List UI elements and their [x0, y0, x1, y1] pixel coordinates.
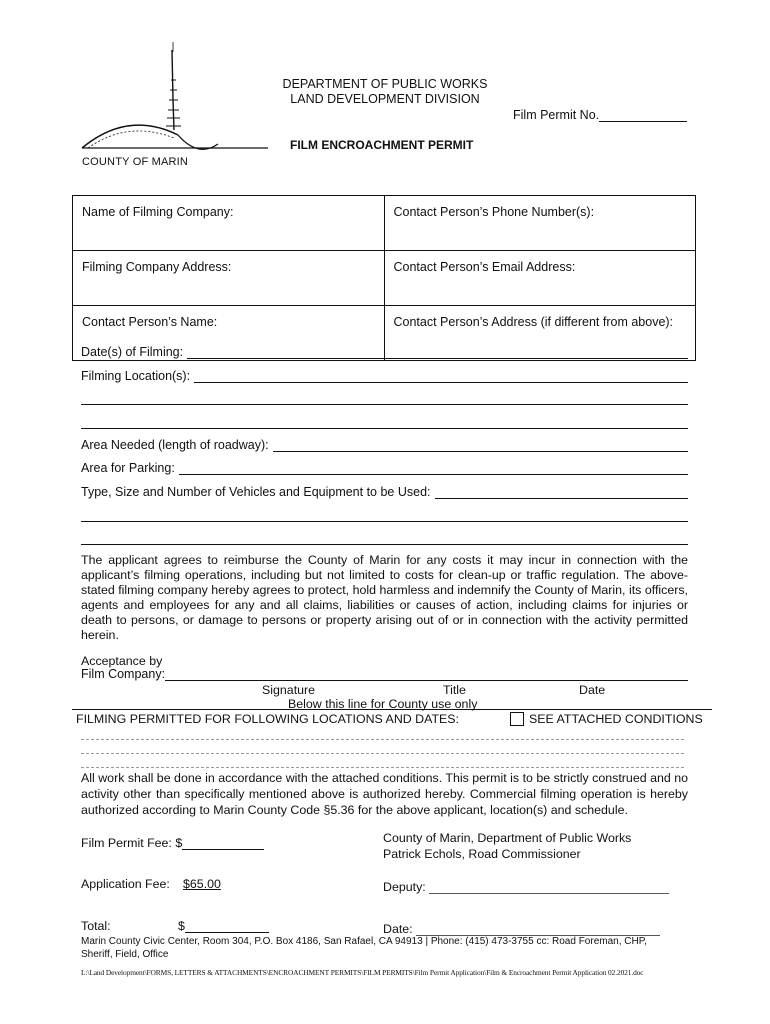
see-attached-checkbox[interactable]: [510, 712, 524, 726]
total-field[interactable]: [185, 921, 269, 933]
area-parking-row: [81, 461, 688, 475]
title-caption: Title: [443, 683, 466, 697]
department-name: DEPARTMENT OF PUBLIC WORKS: [282, 77, 488, 91]
permitted-locations-line-1[interactable]: [81, 738, 684, 740]
dates-of-filming-row: [81, 345, 688, 359]
applicant-info-table: [72, 195, 696, 361]
film-permit-no-label: Film Permit No.: [513, 108, 600, 122]
filming-locations-row: [81, 369, 688, 383]
county-date-label: Date:: [383, 922, 417, 936]
total-row: [178, 919, 269, 933]
total-dollar-sign: $: [178, 919, 185, 933]
film-company-signature-field[interactable]: [165, 668, 688, 681]
vehicles-line-2[interactable]: [81, 520, 688, 522]
contact-name-cell[interactable]: Contact Person’s Name:: [73, 306, 385, 361]
deputy-row: [383, 880, 669, 894]
film-company-label: Film Company:: [81, 667, 166, 681]
permitted-locations-line-3[interactable]: [81, 766, 684, 768]
contact-email-cell[interactable]: Contact Person’s Email Address:: [384, 251, 696, 306]
vehicles-line-3[interactable]: [81, 543, 688, 545]
footer-file-path: L:\Land Development\FORMS, LETTERS & ATTACHMENTS\ENCROACHMENT PERMITS\FILM PERMITS\Film Permit Application\Film & Encroachment Permit Application 02.2021.doc: [81, 968, 644, 977]
application-fee-label: Application Fee:: [81, 877, 170, 891]
county-use-only-caption: Below this line for County use only: [288, 697, 478, 711]
county-department-line: County of Marin, Department of Public Works: [383, 831, 632, 845]
filming-locations-label: Filming Location(s):: [81, 369, 191, 383]
logo-text: COUNTY OF MARIN: [82, 156, 189, 168]
dates-of-filming-field[interactable]: [187, 346, 688, 359]
division-name: LAND DEVELOPMENT DIVISION: [290, 92, 480, 106]
filming-locations-line-3[interactable]: [81, 427, 688, 429]
area-parking-field[interactable]: [179, 462, 688, 475]
film-permit-fee-label: Film Permit Fee: $: [81, 836, 183, 850]
filming-locations-field[interactable]: [194, 370, 688, 383]
county-of-marin-logo: [78, 40, 278, 175]
vehicles-row: [81, 485, 688, 499]
dates-of-filming-label: Date(s) of Filming:: [81, 345, 184, 359]
vehicles-label: Type, Size and Number of Vehicles and Equipment to be Used:: [81, 485, 431, 499]
county-use-divider: [72, 709, 712, 710]
filming-company-address-cell[interactable]: Filming Company Address:: [73, 251, 385, 306]
film-permit-no: [513, 108, 687, 122]
deputy-label: Deputy:: [383, 880, 430, 894]
area-needed-field[interactable]: [273, 439, 688, 452]
area-needed-label: Area Needed (length of roadway):: [81, 438, 269, 452]
permitted-locations-line-2[interactable]: [81, 752, 684, 754]
area-needed-row: [81, 438, 688, 452]
see-attached-label: SEE ATTACHED CONDITIONS: [529, 712, 703, 726]
county-date-row: [383, 922, 660, 936]
application-fee-value: $65.00: [183, 877, 221, 891]
total-label: Total:: [81, 919, 111, 933]
film-permit-fee-row: [81, 836, 264, 850]
conditions-paragraph: All work shall be done in accordance with the attached conditions. This permit is to be strictly construed and no activity other than specifically mentioned above is authorized hereby. Commercial filming operation is hereby authorized according to Marin County Code §5.36 for the above applicant, location(s) and schedule.: [81, 771, 688, 817]
film-permit-no-field[interactable]: [599, 110, 687, 122]
county-date-field[interactable]: [416, 924, 660, 936]
deputy-field[interactable]: [429, 882, 669, 894]
film-company-signature-row: [81, 667, 688, 681]
filming-locations-line-2[interactable]: [81, 403, 688, 405]
filming-permitted-heading: FILMING PERMITTED FOR FOLLOWING LOCATIONS AND DATES:: [76, 712, 459, 726]
contact-address-cell[interactable]: Contact Person’s Address (if different from above):: [384, 306, 696, 361]
area-parking-label: Area for Parking:: [81, 461, 175, 475]
form-title: FILM ENCROACHMENT PERMIT: [290, 138, 474, 152]
date-caption: Date: [579, 683, 606, 697]
acceptance-by-label: Acceptance by: [81, 654, 163, 668]
road-commissioner-line: Patrick Echols, Road Commissioner: [383, 847, 581, 861]
filming-company-name-cell[interactable]: Name of Filming Company:: [73, 196, 385, 251]
signature-caption: Signature: [262, 683, 316, 697]
film-permit-fee-field[interactable]: [182, 838, 264, 850]
vehicles-field[interactable]: [435, 486, 688, 499]
contact-phone-cell[interactable]: Contact Person’s Phone Number(s):: [384, 196, 696, 251]
agreement-paragraph: The applicant agrees to reimburse the County of Marin for any costs it may incur in connection with the applicant’s filming operations, including but not limited to costs for clean-up or traffic regulation. The above-stated filming company hereby agrees to protect, hold harmless and indemnify the County of Marin, its officers, agents and employees for any and all claims, liabilities or causes of action, including claims for injuries or death to persons, or damage to persons or property arising out of or in connection with the activity permitted herein.: [81, 553, 688, 642]
footer-address: Marin County Civic Center, Room 304, P.O. Box 4186, San Rafael, CA 94913 | Phone: (415) 473-3755 cc: Road Foreman, CHP, Sheriff, Field, Office: [81, 936, 647, 960]
